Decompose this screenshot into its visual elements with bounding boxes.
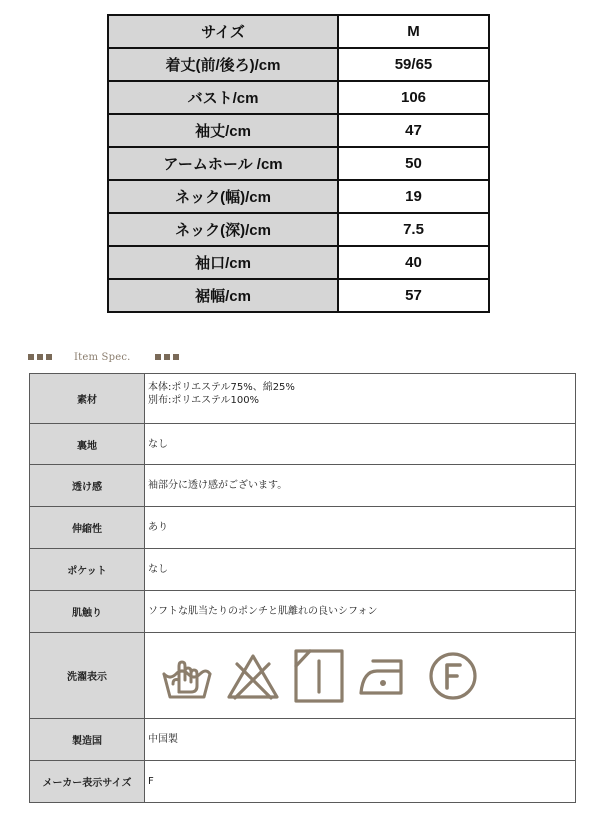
spec-label: 素材	[30, 374, 145, 424]
size-row-value: 50	[339, 148, 490, 181]
size-row	[109, 181, 490, 214]
spec-value: 中国製	[145, 719, 576, 761]
spec-row-care	[30, 633, 576, 719]
size-row-label: ネック(深)/cm	[109, 214, 339, 247]
spec-value: ソフトな肌当たりのポンチと肌離れの良いシフォン	[145, 591, 576, 633]
size-row-label: 袖丈/cm	[109, 115, 339, 148]
size-table	[107, 14, 490, 313]
size-row-value: 106	[339, 82, 490, 115]
spec-row-sheerness	[30, 465, 576, 507]
size-row	[109, 49, 490, 82]
size-header-label: サイズ	[109, 16, 339, 49]
item-spec-title: Item Spec.	[74, 351, 131, 363]
hand-wash-icon	[161, 650, 213, 702]
spec-row-texture	[30, 591, 576, 633]
size-row-value: 57	[339, 280, 490, 313]
size-row	[109, 247, 490, 280]
size-header-value: M	[339, 16, 490, 49]
spec-row-material	[30, 374, 576, 424]
size-row-value: 59/65	[339, 49, 490, 82]
spec-value-line: 本体:ポリエステル75%、綿25%	[148, 382, 295, 393]
size-row-label: 裾幅/cm	[109, 280, 339, 313]
spec-value	[145, 374, 576, 424]
care-icons	[148, 648, 575, 704]
drip-dry-icon	[293, 648, 345, 704]
spec-row-lining	[30, 424, 576, 465]
size-row-value: 40	[339, 247, 490, 280]
size-row	[109, 82, 490, 115]
item-spec-heading	[28, 348, 179, 366]
spec-row-origin	[30, 719, 576, 761]
iron-low-icon	[357, 653, 415, 699]
dry-clean-f-icon	[427, 650, 479, 702]
spec-label: 製造国	[30, 719, 145, 761]
spec-row-maker-size	[30, 761, 576, 803]
spec-row-stretch	[30, 507, 576, 549]
spec-label: メーカー表示サイズ	[30, 761, 145, 803]
spec-value: 袖部分に透け感がございます。	[145, 465, 576, 507]
size-row	[109, 214, 490, 247]
spec-label: 透け感	[30, 465, 145, 507]
spec-label: 洗濯表示	[30, 633, 145, 719]
spec-label: ポケット	[30, 549, 145, 591]
spec-value: F	[145, 761, 576, 803]
size-row-value: 47	[339, 115, 490, 148]
size-row	[109, 115, 490, 148]
spec-label: 伸縮性	[30, 507, 145, 549]
size-row-label: アームホール /cm	[109, 148, 339, 181]
spec-row-pocket	[30, 549, 576, 591]
size-row-label: 袖口/cm	[109, 247, 339, 280]
size-table-header-row	[109, 16, 490, 49]
heading-squares-left	[28, 354, 52, 360]
spec-label: 肌触り	[30, 591, 145, 633]
heading-squares-right	[155, 354, 179, 360]
item-spec-table	[29, 373, 576, 803]
spec-value-line: 別布:ポリエステル100%	[148, 395, 260, 406]
spec-value: あり	[145, 507, 576, 549]
spec-label: 裏地	[30, 424, 145, 465]
size-row-value: 19	[339, 181, 490, 214]
size-row-label: ネック(幅)/cm	[109, 181, 339, 214]
size-row-label: バスト/cm	[109, 82, 339, 115]
size-row-label: 着丈(前/後ろ)/cm	[109, 49, 339, 82]
spec-value: なし	[145, 424, 576, 465]
size-row	[109, 148, 490, 181]
spec-value: なし	[145, 549, 576, 591]
size-row-value: 7.5	[339, 214, 490, 247]
spec-value-care	[145, 633, 576, 719]
size-row	[109, 280, 490, 313]
no-bleach-icon	[225, 650, 281, 702]
